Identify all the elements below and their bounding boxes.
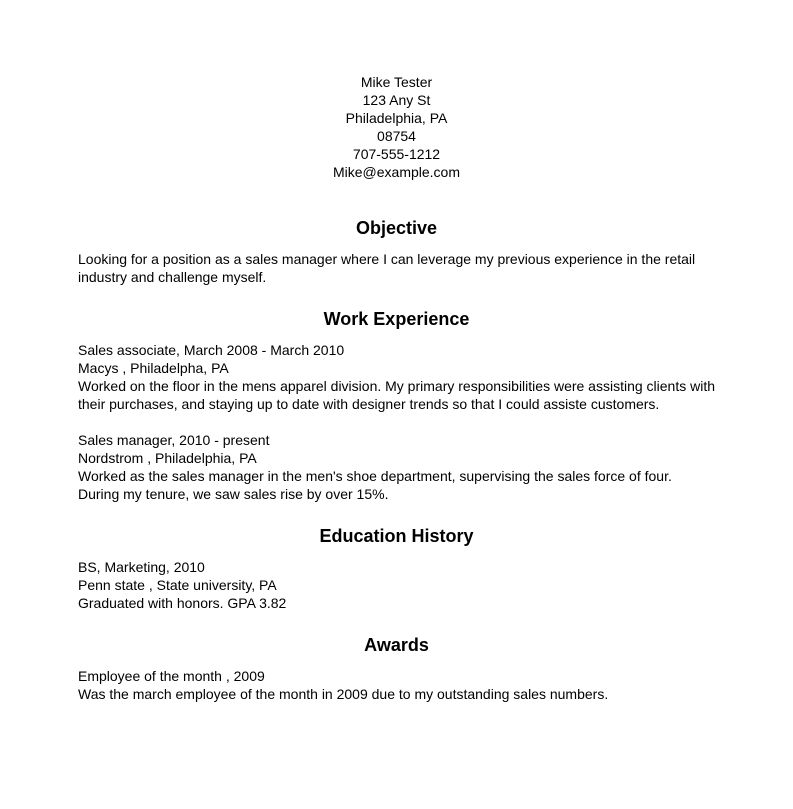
education-degree-line: BS, Marketing, 2010 (78, 559, 205, 575)
job-description: Worked as the sales manager in the men's shoe department, supervising the sales force of four. During my tenure, we saw sales rise by over 15%. (78, 468, 672, 502)
education-school-line: Penn state , State university, PA (78, 577, 277, 593)
award-title-line: Employee of the month , 2009 (78, 668, 265, 684)
section-heading-awards: Awards (364, 635, 429, 655)
job-company-line: Macys , Philadelpha, PA (78, 360, 229, 376)
job-title-line: Sales associate, March 2008 - March 2010 (78, 342, 345, 358)
section-heading-objective: Objective (355, 218, 438, 238)
objective-text: Looking for a position as a sales manager where I can leverage my previous experience in the retail industry and challenge myself. (78, 251, 696, 285)
job-entry (78, 341, 715, 413)
contact-phone: 707-555-1212 (352, 146, 441, 162)
resume-body (0, 219, 793, 703)
contact-zip: 08754 (377, 128, 416, 144)
job-entry (78, 431, 715, 503)
award-description: Was the march employee of the month in 2009 due to my outstanding sales numbers. (78, 686, 609, 702)
contact-block (0, 0, 793, 181)
education-detail-line: Graduated with honors. GPA 3.82 (78, 595, 287, 611)
section-heading-education: Education History (319, 526, 474, 546)
job-description: Worked on the floor in the mens apparel division. My primary responsibilities were assisting clients with their purchases, and staying up to date with designer trends so that I could assiste customers. (78, 378, 716, 412)
contact-name: Mike Tester (360, 74, 433, 90)
section-heading-work-experience: Work Experience (323, 309, 470, 329)
job-company-line: Nordstrom , Philadelphia, PA (78, 450, 257, 466)
contact-street: 123 Any St (362, 92, 431, 108)
contact-email: Mike@example.com (332, 164, 461, 180)
contact-city-state: Philadelphia, PA (345, 110, 448, 126)
job-title-line: Sales manager, 2010 - present (78, 432, 270, 448)
